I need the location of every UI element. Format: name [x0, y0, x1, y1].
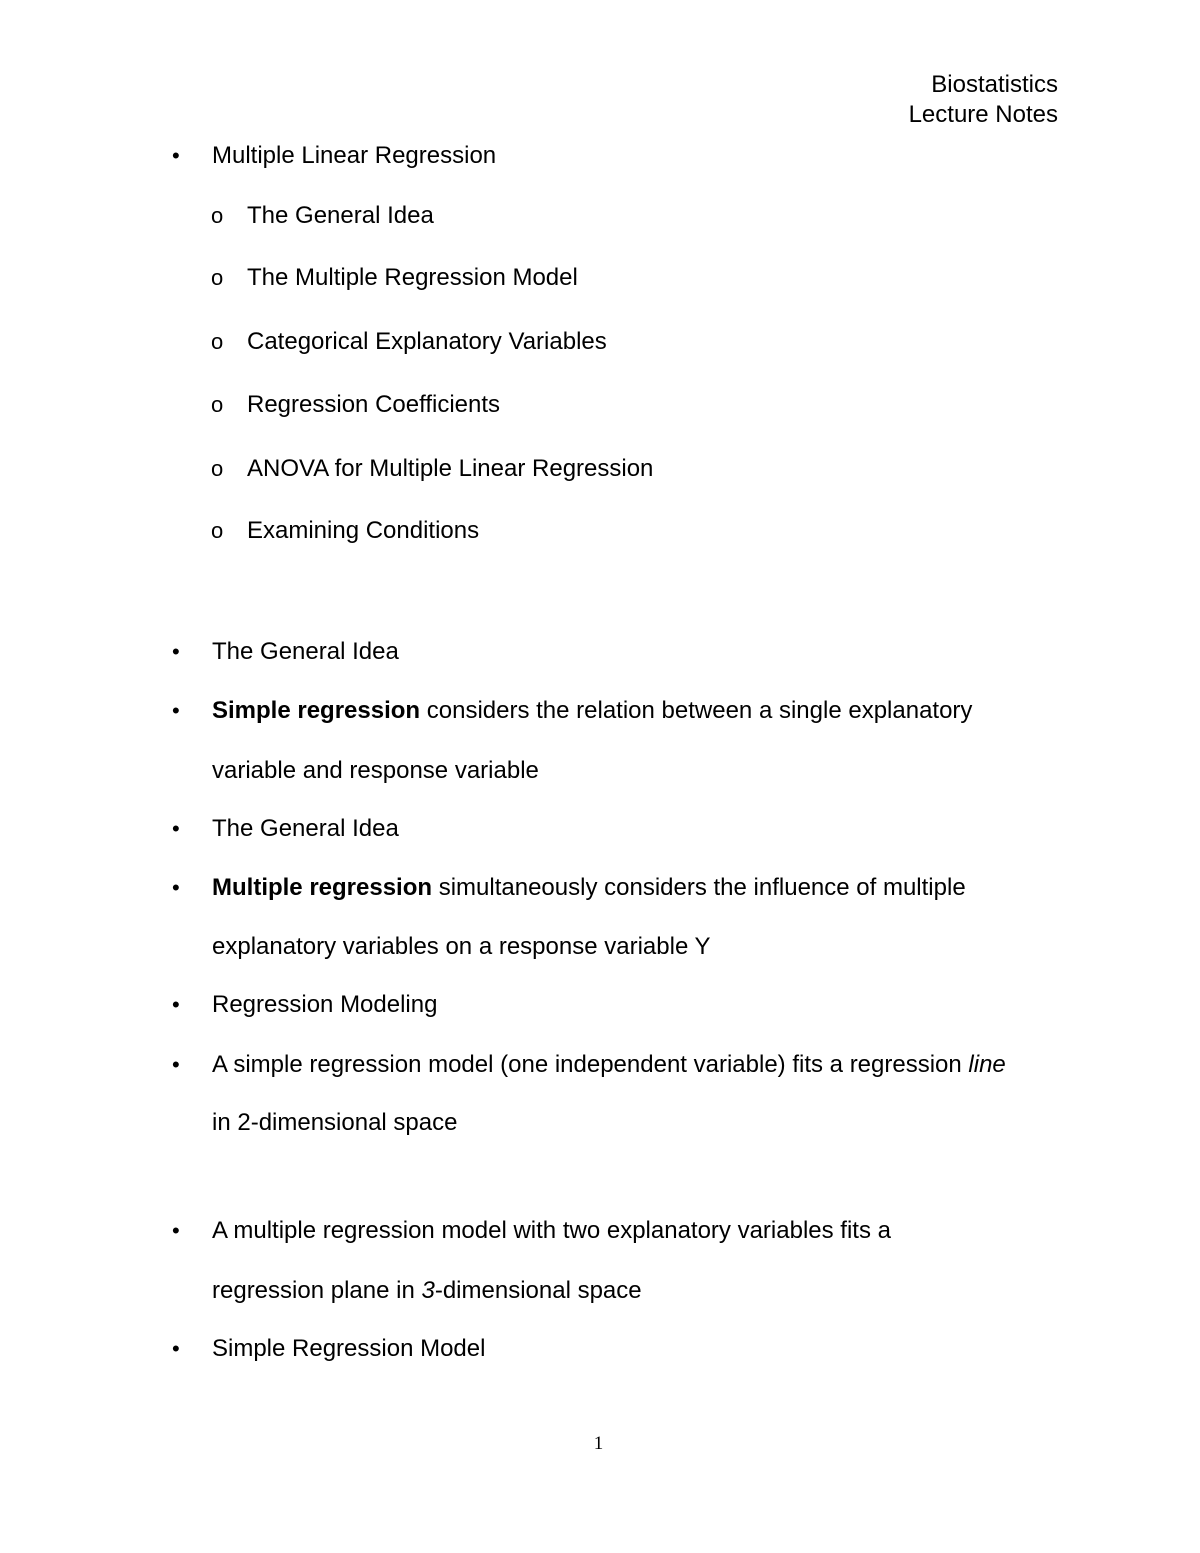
multiple-model-description: A multiple regression model with two explanatory variables fits a	[212, 1217, 891, 1244]
header-subject: Biostatistics	[931, 71, 1058, 98]
bullet-icon: •	[172, 875, 180, 900]
bullet-icon: •	[172, 698, 180, 723]
outline-item: ANOVA for Multiple Linear Regression	[247, 455, 654, 482]
simple-model-description-cont: in 2-dimensional space	[212, 1109, 458, 1136]
section-heading: The General Idea	[212, 638, 399, 665]
bullet-icon: •	[172, 1336, 180, 1361]
simple-model-description: A simple regression model (one independent variable) fits a regression line	[212, 1051, 1006, 1078]
sub-bullet-icon: o	[211, 265, 224, 290]
sub-bullet-icon: o	[211, 203, 224, 228]
outline-title: Multiple Linear Regression	[212, 142, 497, 169]
outline-item: Categorical Explanatory Variables	[247, 328, 607, 355]
bullet-icon: •	[172, 1218, 180, 1243]
multiple-regression-definition: Multiple regression simultaneously considers the influence of multiple	[212, 874, 966, 901]
section-heading: Regression Modeling	[212, 991, 438, 1018]
outline-item: Examining Conditions	[247, 517, 480, 544]
section-heading: The General Idea	[212, 815, 399, 842]
sub-bullet-icon: o	[211, 518, 224, 543]
outline-item: The General Idea	[247, 202, 434, 229]
outline-item: Regression Coefficients	[247, 391, 501, 418]
bullet-icon: •	[172, 639, 180, 664]
bold-term: Multiple regression	[212, 874, 433, 901]
page-number: 1	[593, 1433, 604, 1454]
bullet-icon: •	[172, 1052, 180, 1077]
section-heading: Simple Regression Model	[212, 1335, 486, 1362]
header-subtitle: Lecture Notes	[908, 101, 1058, 128]
sub-bullet-icon: o	[211, 392, 224, 417]
bullet-icon: •	[172, 992, 180, 1017]
simple-regression-definition-cont: variable and response variable	[212, 757, 539, 784]
sub-bullet-icon: o	[211, 329, 224, 354]
bullet-icon: •	[172, 143, 180, 168]
multiple-regression-definition-cont: explanatory variables on a response variable Y	[212, 933, 711, 960]
simple-regression-definition: Simple regression considers the relation between a single explanatory	[212, 697, 973, 724]
multiple-model-description-cont: regression plane in 3-dimensional space	[212, 1277, 642, 1304]
document-header	[909, 70, 1058, 130]
bullet-icon: •	[172, 816, 180, 841]
outline-item: The Multiple Regression Model	[247, 264, 578, 291]
sub-bullet-icon: o	[211, 456, 224, 481]
bold-term: Simple regression	[212, 697, 421, 724]
